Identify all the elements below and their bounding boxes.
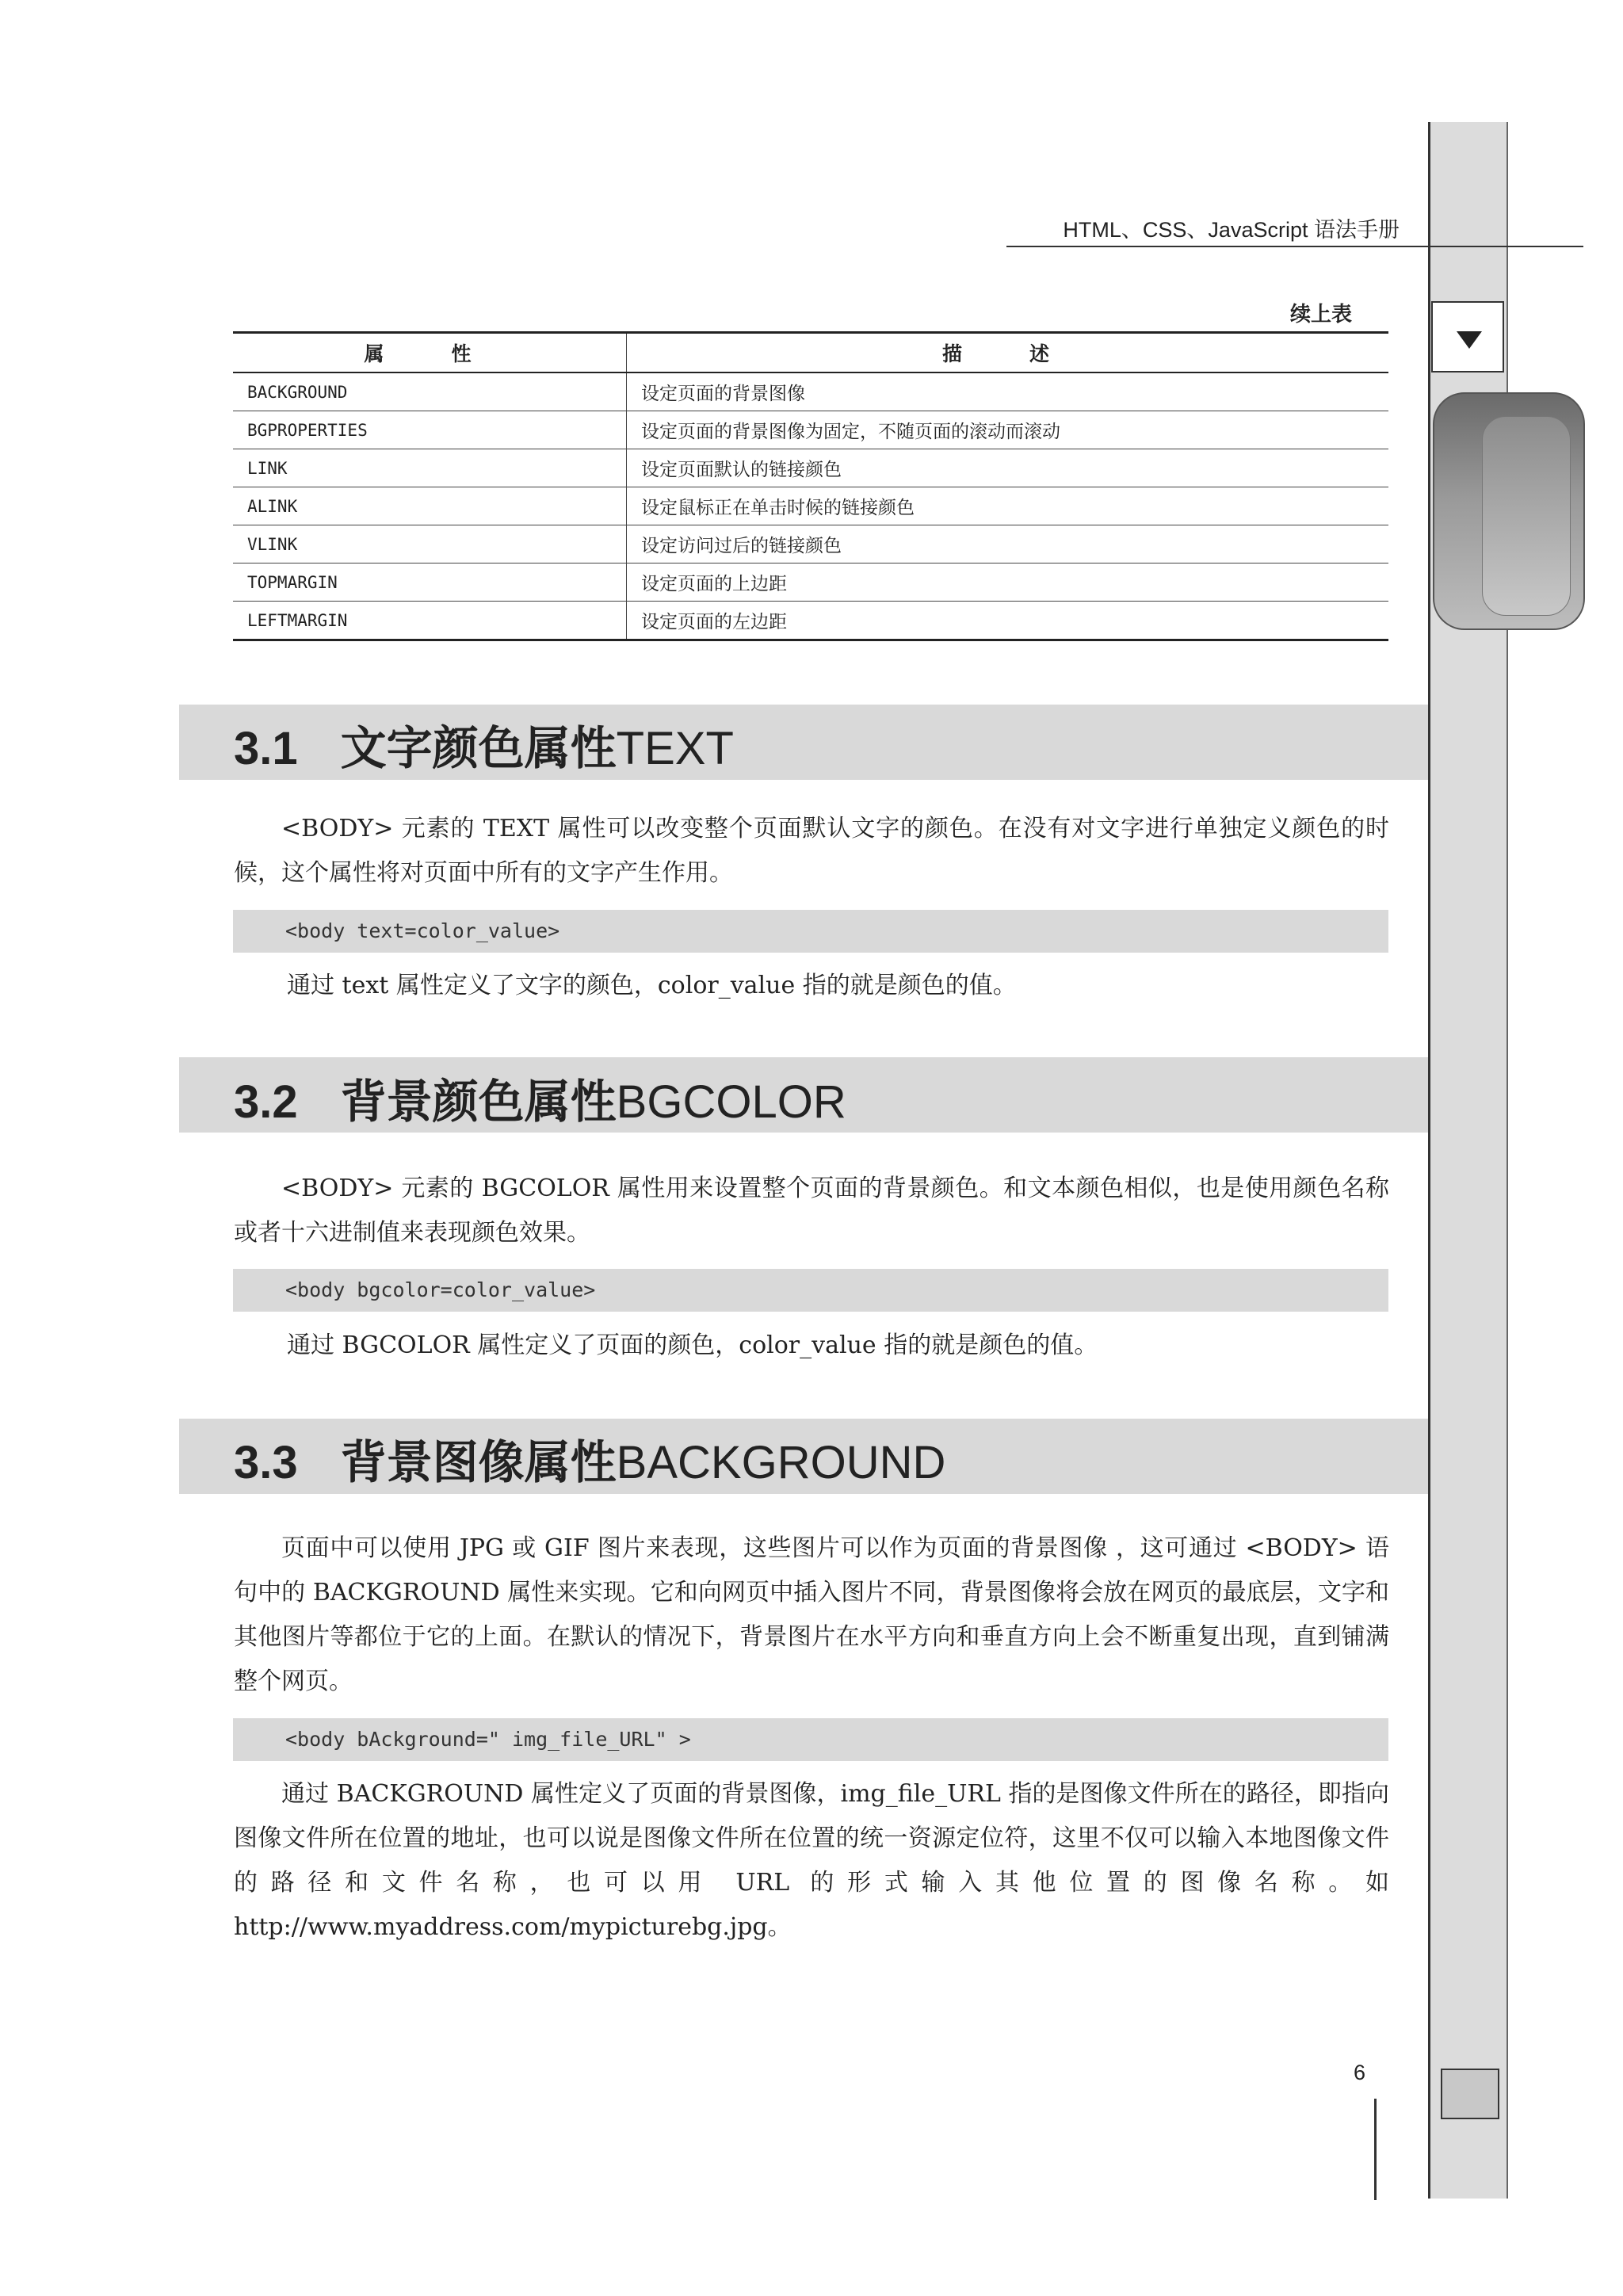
running-head: HTML、CSS、JavaScript 语法手册 — [1063, 218, 1400, 242]
page-number-rule — [1374, 2099, 1377, 2200]
description-cell: 设定鼠标正在单击时候的链接颜色 — [627, 487, 1389, 525]
attribute-cell: VLINK — [233, 525, 627, 563]
code-block: <body bAckground=" img_file_URL" > — [233, 1718, 1388, 1761]
section-title-zh: 文字颜色属性 — [340, 723, 617, 774]
table-row — [233, 525, 1388, 563]
section-title-en: BACKGROUND — [616, 1437, 946, 1488]
section-number: 3.3 — [234, 1437, 298, 1488]
section-paragraph: 页面中可以使用 JPG 或 GIF 图片来表现，这些图片可以作为页面的背景图像 ，这可通过 <BODY> 语句中的 BACKGROUND 属性来实现。它和向网页中插入图片不同，背景图像将会放在网页的最底层，文字和其他图片等都位于它的上面。在默认的情况下，背景图片在水平方向和垂直方向上会不断重复出现，直到铺满整个网页。 — [234, 1534, 1389, 1695]
section-heading — [234, 1064, 846, 1131]
section-heading — [234, 711, 734, 777]
column-header-attribute: 属 性 — [233, 333, 627, 373]
table-row — [233, 563, 1388, 602]
page-marker-box — [1441, 2069, 1499, 2119]
section-paragraph: <BODY> 元素的 TEXT 属性可以改变整个页面默认文字的颜色。在没有对文字进行单独定义颜色的时候，这个属性将对页面中所有的文字产生作用。 — [234, 815, 1389, 887]
table-row — [233, 411, 1388, 449]
chapter-tab — [1433, 392, 1585, 630]
header-rule — [1006, 246, 1583, 247]
section-title-en: BGCOLOR — [616, 1076, 846, 1128]
table-row — [233, 372, 1388, 411]
attribute-cell: TOPMARGIN — [233, 563, 627, 602]
table-continued-label: 续上表 — [1289, 302, 1352, 326]
section-number: 3.1 — [234, 723, 298, 774]
attribute-cell: LEFTMARGIN — [233, 602, 627, 640]
attribute-table — [233, 331, 1388, 641]
table-row — [233, 449, 1388, 487]
section-paragraph: <BODY> 元素的 BGCOLOR 属性用来设置整个页面的背景颜色。和文本颜色相似，也是使用颜色名称或者十六进制值来表现颜色效果。 — [234, 1175, 1389, 1247]
section-title-en: TEXT — [616, 723, 734, 774]
attribute-cell: LINK — [233, 449, 627, 487]
next-arrow-box — [1431, 301, 1504, 372]
down-triangle-icon — [1457, 331, 1482, 349]
code-block: <body bgcolor=color_value> — [233, 1269, 1388, 1312]
attribute-cell: BGPROPERTIES — [233, 411, 627, 449]
section-number: 3.2 — [234, 1076, 298, 1128]
code-explanation: 通过 BACKGROUND 属性定义了页面的背景图像，img_file_URL 指的是图像文件所在的路径，即指向图像文件所在位置的地址，也可以说是图像文件所在位置的统一资源定位符，这里不仅可以输入本地图像文件的路径和文件名称，也可以用 URL 的形式输入其他位置的图像名称。如 http://www.myaddress.com/mypicturebg.jpg。 — [234, 1780, 1389, 1941]
column-header-description: 描 述 — [627, 333, 1389, 373]
code-explanation: 通过 text 属性定义了文字的颜色，color_value 指的就是颜色的值。 — [287, 972, 1017, 999]
description-cell: 设定页面的背景图像为固定，不随页面的滚动而滚动 — [627, 411, 1389, 449]
description-cell: 设定页面的背景图像 — [627, 372, 1389, 411]
attribute-cell: BACKGROUND — [233, 372, 627, 411]
table-header-row — [233, 333, 1388, 373]
page-number: 6 — [1354, 2061, 1366, 2084]
attribute-cell: ALINK — [233, 487, 627, 525]
description-cell: 设定页面的上边距 — [627, 563, 1389, 602]
table-row — [233, 602, 1388, 640]
description-cell: 设定页面的左边距 — [627, 602, 1389, 640]
description-cell: 设定访问过后的链接颜色 — [627, 525, 1389, 563]
table-row — [233, 487, 1388, 525]
section-title-zh: 背景颜色属性 — [340, 1076, 617, 1128]
description-cell: 设定页面默认的链接颜色 — [627, 449, 1389, 487]
section-title-zh: 背景图像属性 — [340, 1437, 617, 1488]
section-heading — [234, 1425, 945, 1492]
code-block: <body text=color_value> — [233, 910, 1388, 953]
code-explanation: 通过 BGCOLOR 属性定义了页面的颜色，color_value 指的就是颜色的值。 — [287, 1331, 1098, 1359]
